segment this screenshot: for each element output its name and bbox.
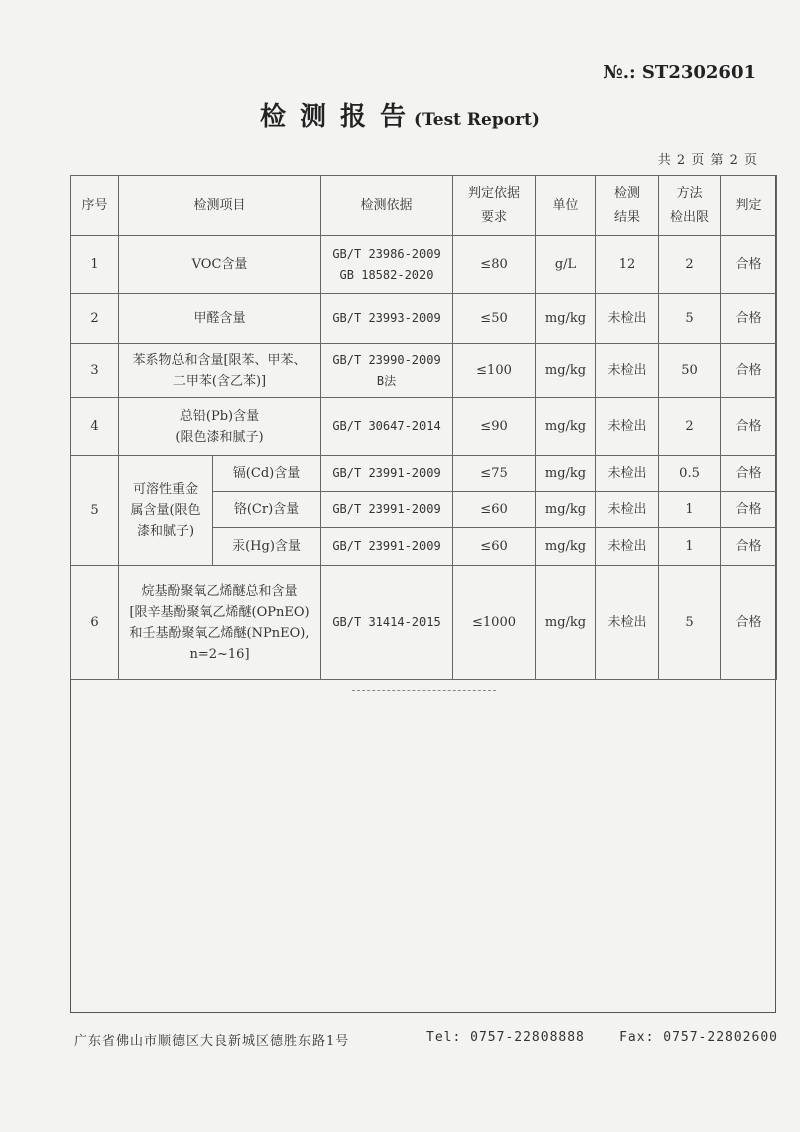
row-basis: GB/T 23990-2009 B法 xyxy=(321,344,453,398)
row-sub-item: 铬(Cr)含量 xyxy=(213,492,321,528)
row-judgement: 合格 xyxy=(721,294,777,344)
report-title-en: (Test Report) xyxy=(414,110,540,130)
row-limit: 5 xyxy=(659,566,721,680)
row-judgement: 合格 xyxy=(721,398,777,456)
header-item: 检测项目 xyxy=(119,176,321,236)
footer-fax: Fax: 0757-22802600 xyxy=(619,1030,778,1045)
row-result: 未检出 xyxy=(596,492,659,528)
table-row xyxy=(71,294,777,344)
row-limit: 1 xyxy=(659,528,721,566)
row-seq: 2 xyxy=(71,294,119,344)
row-basis: GB/T 23991-2009 xyxy=(321,528,453,566)
table-header-row xyxy=(71,176,777,236)
row-limit: 1 xyxy=(659,492,721,528)
header-seq: 序号 xyxy=(71,176,119,236)
row-requirement: ≤1000 xyxy=(453,566,536,680)
row-basis: GB/T 23993-2009 xyxy=(321,294,453,344)
footer-tel: Tel: 0757-22808888 xyxy=(426,1030,585,1045)
row-requirement: ≤100 xyxy=(453,344,536,398)
header-unit: 单位 xyxy=(536,176,596,236)
row-limit: 5 xyxy=(659,294,721,344)
row-item: 苯系物总和含量[限苯、甲苯、 二甲苯(含乙苯)] xyxy=(119,344,321,398)
row-unit: mg/kg xyxy=(536,456,596,492)
row-unit: mg/kg xyxy=(536,398,596,456)
header-result: 检测 结果 xyxy=(596,176,659,236)
row-judgement: 合格 xyxy=(721,344,777,398)
row-limit: 2 xyxy=(659,398,721,456)
row-judgement: 合格 xyxy=(721,566,777,680)
row-unit: g/L xyxy=(536,236,596,294)
row-limit: 0.5 xyxy=(659,456,721,492)
row-result: 未检出 xyxy=(596,344,659,398)
row-sub-item: 汞(Hg)含量 xyxy=(213,528,321,566)
row-judgement: 合格 xyxy=(721,492,777,528)
row-unit: mg/kg xyxy=(536,492,596,528)
row-basis: GB/T 23986-2009 GB 18582-2020 xyxy=(321,236,453,294)
row-result: 未检出 xyxy=(596,566,659,680)
row-seq: 1 xyxy=(71,236,119,294)
row-item: 甲醛含量 xyxy=(119,294,321,344)
row-result: 12 xyxy=(596,236,659,294)
report-title-zh: 检测报告 xyxy=(260,102,421,132)
row-result: 未检出 xyxy=(596,294,659,344)
table-row xyxy=(71,566,777,680)
row-sub-item: 镉(Cd)含量 xyxy=(213,456,321,492)
row-basis: GB/T 30647-2014 xyxy=(321,398,453,456)
report-number: №.: ST2302601 xyxy=(603,62,756,83)
row-judgement: 合格 xyxy=(721,528,777,566)
row-result: 未检出 xyxy=(596,398,659,456)
row-seq: 3 xyxy=(71,344,119,398)
row-judgement: 合格 xyxy=(721,236,777,294)
row-requirement: ≤60 xyxy=(453,528,536,566)
row-result: 未检出 xyxy=(596,456,659,492)
table-row xyxy=(71,398,777,456)
row-group-item: 可溶性重金 属含量(限色 漆和腻子) xyxy=(119,456,213,566)
row-basis: GB/T 23991-2009 xyxy=(321,456,453,492)
row-limit: 50 xyxy=(659,344,721,398)
test-results-table xyxy=(70,175,777,680)
row-judgement: 合格 xyxy=(721,456,777,492)
header-judgement: 判定 xyxy=(721,176,777,236)
row-limit: 2 xyxy=(659,236,721,294)
row-seq: 5 xyxy=(71,456,119,566)
table-row xyxy=(71,456,777,492)
header-basis: 检测依据 xyxy=(321,176,453,236)
row-basis: GB/T 31414-2015 xyxy=(321,566,453,680)
row-seq: 6 xyxy=(71,566,119,680)
header-requirement: 判定依据 要求 xyxy=(453,176,536,236)
row-item: 烷基酚聚氧乙烯醚总和含量 [限辛基酚聚氧乙烯醚(OPnEO) 和壬基酚聚氧乙烯醚(NPnEO), n=2~16] xyxy=(119,566,321,680)
footer-address: 广东省佛山市顺德区大良新城区德胜东路1号 xyxy=(74,1034,350,1049)
report-title xyxy=(0,96,800,133)
row-seq: 4 xyxy=(71,398,119,456)
row-result: 未检出 xyxy=(596,528,659,566)
header-limit: 方法 检出限 xyxy=(659,176,721,236)
end-of-table-divider xyxy=(352,690,496,691)
row-requirement: ≤60 xyxy=(453,492,536,528)
row-requirement: ≤75 xyxy=(453,456,536,492)
row-basis: GB/T 23991-2009 xyxy=(321,492,453,528)
table-row xyxy=(71,236,777,294)
row-unit: mg/kg xyxy=(536,566,596,680)
page-count: 共 2 页 第 2 页 xyxy=(657,153,758,168)
row-unit: mg/kg xyxy=(536,528,596,566)
row-requirement: ≤80 xyxy=(453,236,536,294)
row-unit: mg/kg xyxy=(536,294,596,344)
row-requirement: ≤50 xyxy=(453,294,536,344)
row-item: VOC含量 xyxy=(119,236,321,294)
row-requirement: ≤90 xyxy=(453,398,536,456)
table-row xyxy=(71,344,777,398)
row-unit: mg/kg xyxy=(536,344,596,398)
row-item: 总铅(Pb)含量 (限色漆和腻子) xyxy=(119,398,321,456)
